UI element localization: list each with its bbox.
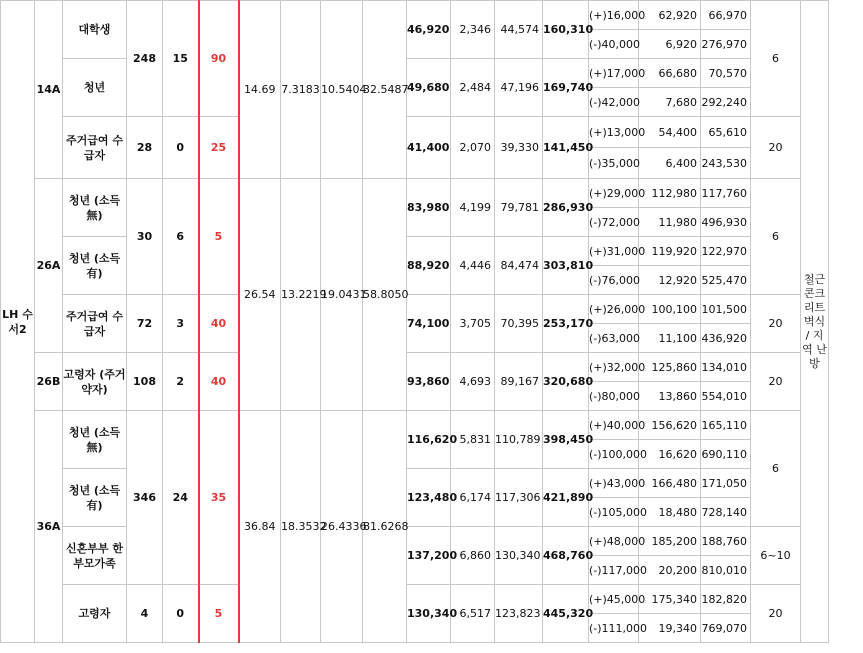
type-cell: 청년 (소득有) [63,469,127,527]
table-row: LH 수서2 14A 대학생 248 15 90 14.69 7.3183 10.5404 32.5487 46,920 2,346 44,574 160,310 (+)16,000 62,920 66,970 6 철근 콘크 리트 벽식 / 지역 난방 [1,1,863,30]
highlight-cell: 40 [199,353,239,411]
type-cell: 대학생 [63,1,127,59]
structure-label: 철근 콘크 리트 벽식 / 지역 난방 [801,1,829,643]
table-row: (-)76,000 12,920 525,470 [1,266,863,295]
highlight-cell: 90 [199,1,239,117]
type-cell: 청년 [63,59,127,117]
table-row: 청년 (소득有) 123,480 6,174 117,306 421,890 (+)43,000 166,480 171,050 [1,469,863,498]
table-row: (-)72,000 11,980 496,930 [1,208,863,237]
table-row: (-)63,000 11,100 436,920 [1,324,863,353]
table-row: 청년 (소득有) 88,920 4,446 84,474 303,810 (+)31,000 119,920 122,970 [1,237,863,266]
type-cell: 청년 (소득有) [63,237,127,295]
table-row: (-)105,000 18,480 728,140 [1,498,863,527]
size-26a: 26A [35,179,63,353]
table-row: 36A 청년 (소득無) 346 24 35 36.84 18.3532 26.4336 81.6268 116,620 5,831 110,789 398,450 (+)40,000 156,620 165,110 6 [1,411,863,440]
highlight-cell: 40 [199,295,239,353]
size-36a: 36A [35,411,63,643]
block-label: LH 수서2 [1,1,35,643]
table-row: (-)35,000 6,400 243,530 [1,148,863,179]
highlight-cell: 35 [199,411,239,585]
table-row: 26A 청년 (소득無) 30 6 5 26.54 13.2219 19.0431 58.8050 83,980 4,199 79,781 286,930 (+)29,000 112,980 117,760 6 [1,179,863,208]
type-cell: 청년 (소득無) [63,411,127,469]
highlight-cell: 5 [199,585,239,643]
table-row: (-)100,000 16,620 690,110 [1,440,863,469]
size-14a: 14A [35,1,63,179]
highlight-cell: 5 [199,179,239,295]
highlight-cell: 25 [199,117,239,179]
table-row: 주거급여 수급자 28 0 25 41,400 2,070 39,330 141,450 (+)13,000 54,400 65,610 20 [1,117,863,148]
table-row: 청년 49,680 2,484 47,196 169,740 (+)17,000 66,680 70,570 [1,59,863,88]
table-row: (-)80,000 13,860 554,010 [1,382,863,411]
table-row: (-)42,000 7,680 292,240 [1,88,863,117]
count-28: 28 [127,117,163,179]
table-row: (-)40,000 6,920 276,970 [1,30,863,59]
type-cell: 고령자 (주거약자) [63,353,127,411]
type-cell: 주거급여 수급자 [63,295,127,353]
type-cell: 고령자 [63,585,127,643]
table-row: (-)111,000 19,340 769,070 [1,614,863,643]
table-row: 26B 고령자 (주거약자) 108 2 40 93,860 4,693 89,167 320,680 (+)32,000 125,860 134,010 20 [1,353,863,382]
type-cell: 주거급여 수급자 [63,117,127,179]
type-cell: 청년 (소득無) [63,179,127,237]
type-cell: 신혼부부 한부모가족 [63,527,127,585]
table-row: 고령자 4 0 5 130,340 6,517 123,823 445,320 (+)45,000 175,340 182,820 20 [1,585,863,614]
table-row: 주거급여 수급자 72 3 40 74,100 3,705 70,395 253,170 (+)26,000 100,100 101,500 20 [1,295,863,324]
count-0: 0 [163,117,199,179]
table-row: (-)117,000 20,200 810,010 [1,556,863,585]
table-row: 신혼부부 한부모가족 137,200 6,860 130,340 468,760 (+)48,000 185,200 188,760 6~10 [1,527,863,556]
size-26b: 26B [35,353,63,411]
